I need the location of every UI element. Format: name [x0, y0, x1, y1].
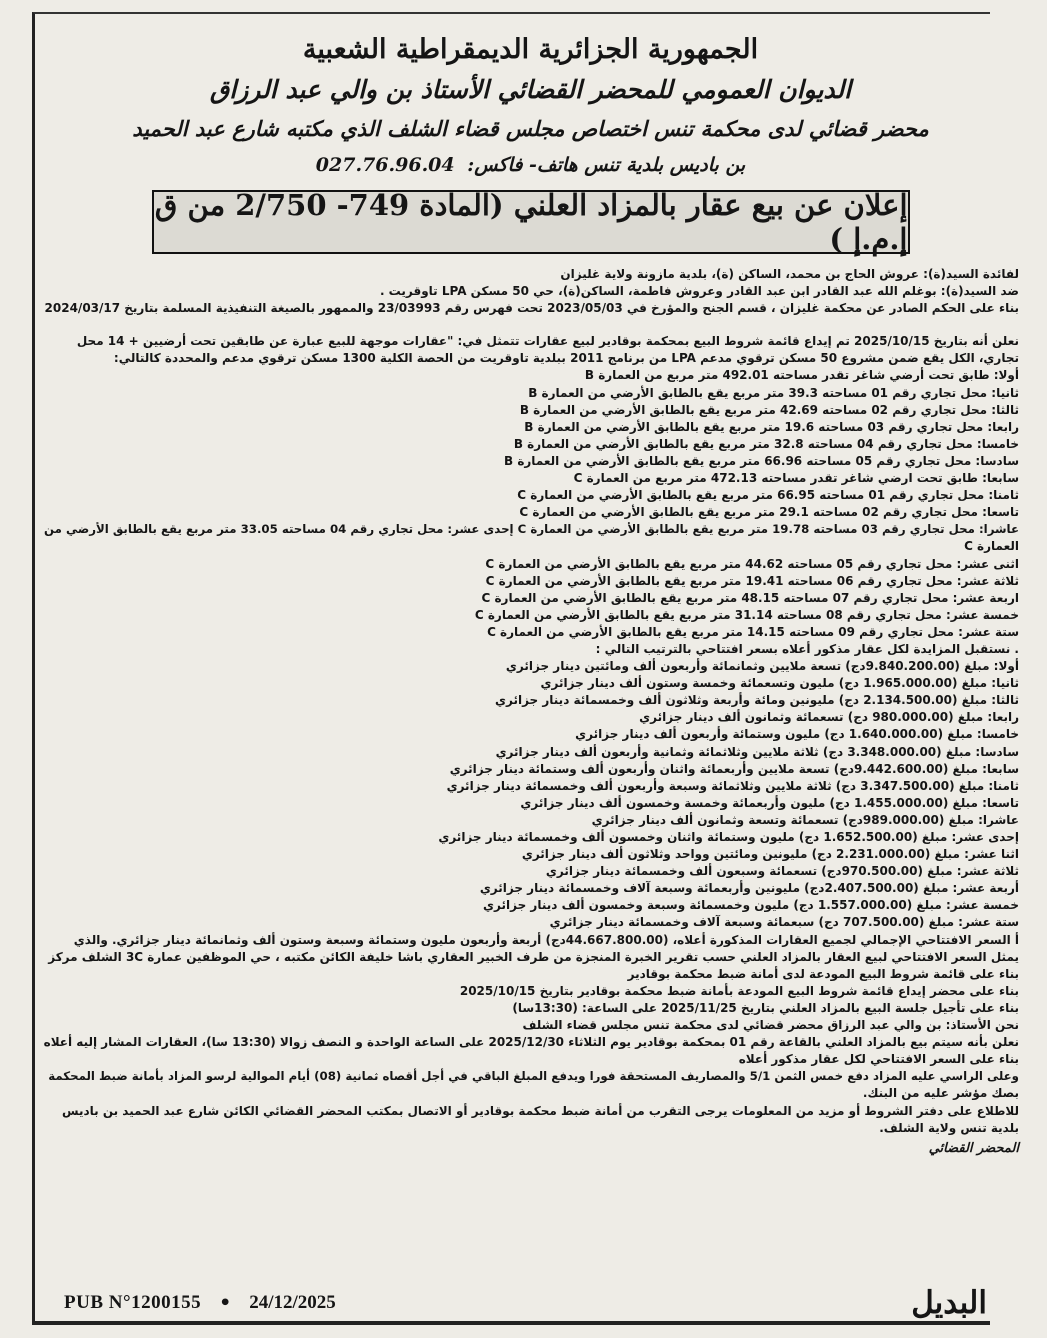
paragraph: بناء على الحكم الصادر عن محكمة غليزان ، قسم الجنح والمؤرخ في 2023/05/03 تحت فهرس رقم 23/03993 والممهور بالصيغة التنفيذية المسلمة بتاريخ 2024/03/17 [44, 301, 1019, 316]
paragraph: أولا: مبلغ (9.840.200.00دج) تسعة ملايين وثمانمائة وأربعون ألف ومائتين دينار جزائري [505, 659, 1019, 674]
phone-number: 027.76.96.04 [315, 154, 455, 176]
paragraph: لفائدة السيد(ة): عروش الحاج بن محمد، الساكن (ة)، بلدية مازونة ولاية غليزان [560, 267, 1019, 281]
paragraph: أولا: طابق تحت أرضي شاغر تقدر مساحته 492.01 متر مربع من العمارة B [584, 368, 1019, 383]
paragraph: ثلاثة عشر: محل تجاري رقم 06 مساحته 19.41 متر مربع يقع بالطابق الأرضي من العمارة C [485, 573, 1019, 588]
paragraph: بناء على محضر إيداع قائمة شروط البيع المودعة بأمانة ضبط محكمة بوقادير بتاريخ 2025/10/15 [459, 983, 1019, 998]
paragraph: وعلى الراسي عليه المزاد دفع خمس الثمن 5/1 والمصاريف المستحقة فورا ويدفع المبلغ الباقي في أجل أقصاه ثمانية (08) أيام الموالية لرسو المزاد بأمانة ضبط المحكمة [48, 1069, 1019, 1084]
paragraph: ثلاثة عشر: مبلغ (970.500.00دج) تسعمائة وسبعون ألف وخمسمائة دينار جزائري [545, 864, 1019, 879]
paragraph: بلدية تنس ولاية الشلف. [879, 1120, 1019, 1135]
paragraph: ستة عشر: محل تجاري رقم 09 مساحته 14.15 متر مربع يقع بالطابق الأرضي من العمارة C [487, 624, 1019, 639]
paragraph: ثانيا: مبلغ (1.965.000.00 دج) مليون وتسعمائة وخمسة وستون ألف دينار جزائري [540, 676, 1019, 691]
paragraph: سادسا: محل تجاري رقم 05 مساحته 66.96 متر مربع يقع بالطابق الأرضي من العمارة B [503, 453, 1019, 468]
paragraph: ثالثا: محل تجاري رقم 02 مساحته 42.69 متر مربع يقع بالطابق الأرضي من العمارة B [519, 402, 1019, 417]
paragraph: ثالثا: مبلغ (2.134.500.00 دج) مليونين ومائة وأربعة وثلاثون ألف وخمسمائة دينار جزائري [495, 693, 1019, 708]
paragraph: ثامنا: مبلغ (3.347.500.00 دج) ثلاثة ملايين وثلاثمائة وسبعة وأربعون ألف وخمسمائة دينار جزائري [446, 778, 1019, 793]
notice-title-banner [152, 190, 910, 254]
pub-number: PUB N°1200155 [64, 1292, 202, 1313]
paragraph: رابعا: محل تجاري رقم 03 مساحته 19.6 متر مربع يقع بالطابق الأرضي من العمارة B [524, 419, 1019, 434]
paragraph: بناء على قائمة شروط البيع المودعة لدى أمانة ضبط محكمة بوقادير [627, 966, 1019, 981]
paragraph: خمسة عشر: محل تجاري رقم 08 مساحته 31.14 متر مربع يقع بالطابق الأرضي من العمارة C [474, 607, 1019, 622]
paragraph: سابعا: مبلغ (9.442.600.00دج) تسعة ملايين وأربعمائة واثنان وأربعون ألف وستمائة دينار جزائري [449, 761, 1019, 776]
footer-ref [64, 1292, 336, 1314]
header-address [42, 148, 1019, 182]
header-republic: الجمهورية الجزائرية الديمقراطية الشعبية [302, 34, 759, 65]
paragraph: إحدى عشر: مبلغ (1.652.500.00 دج) مليون وستمائة واثنان وخمسون ألف وخمسمائة دينار جزائري [438, 830, 1019, 844]
paragraph: خامسا: محل تجاري رقم 04 مساحته 32.8 متر مربع يقع بالطابق الأرضي من العمارة B [513, 436, 1019, 451]
paragraph: . نستقبل المزايدة لكل عقار مذكور أعلاه بسعر افتتاحي بالترتيب التالي : [595, 641, 1019, 656]
notice-body [42, 266, 1019, 1137]
paragraph: تجاري، الكل يقع ضمن مشروع 50 مسكن ترقوي مدعم LPA من برنامج 2011 ببلدية تاوقريت من الحصة الكلية 1300 مسكن ترقوي مدعم والمحددة كالتالي: [113, 351, 1019, 366]
paragraph: تاسعا: محل تجاري رقم 02 مساحته 29.1 متر مربع يقع بالطابق الأرضي من العمارة C [519, 505, 1019, 520]
paragraph: نعلن أنه بتاريخ 2025/10/15 تم إيداع قائمة شروط البيع بمحكمة بوقادير لبيع عقارات تتمثل في: "عقارات موجهة للبيع عبارة عن طابقين تحت أرضيين + 14 محل [76, 334, 1019, 349]
newspaper-brand: البديل [911, 1285, 987, 1321]
paragraph: بصك مؤشر عليه من البنك. [862, 1086, 1019, 1101]
paragraph: تاسعا: مبلغ (1.455.000.00 دج) مليون وأربعمائة وخمسة وخمسون ألف دينار جزائري [520, 795, 1019, 810]
paragraph: خامسا: مبلغ (1.640.000.00 دج) مليون وستمائة وأربعون ألف دينار جزائري [575, 727, 1019, 742]
paragraph: بناء على السعر الافتتاحي لكل عقار مذكور أعلاه [738, 1052, 1019, 1067]
paragraph: نعلن بأنه سيتم بيع بالمزاد العلني بالقاعة رقم 01 بمحكمة بوقادير يوم الثلاثاء 2025/12/30 على الساعة الواحدة و النصف زوالا (13:30 سا)، العقارات المشار إليه أعلاه [43, 1035, 1019, 1050]
notice-content [42, 14, 1019, 1156]
paragraph: سابعا: طابق تحت ارضي شاغر تقدر مساحته 472.13 متر مربع من العمارة C [573, 471, 1019, 486]
paragraph: سادسا: مبلغ (3.348.000.00 دج) ثلاثة ملايين وثلاثمائة وثمانية وأربعون ألف دينار جزائري [495, 744, 1019, 759]
separator-dot: • [219, 1292, 232, 1314]
paragraph: رابعا: مبلغ (980.000.00 دج) تسعمائة وثمانون ألف دينار جزائري [639, 710, 1019, 725]
spacer [42, 317, 1019, 333]
paragraph: اربعة عشر: محل تجاري رقم 07 مساحته 48.15 متر مربع يقع بالطابق الأرضي من العمارة C [481, 590, 1019, 605]
paragraph: خمسة عشر: مبلغ (1.557.000.00 دج) مليون وخمسمائة وسبعة وخمسون ألف دينار جزائري [483, 898, 1019, 913]
signer-label: المحضر القضائي [928, 1140, 1019, 1156]
paragraph: أربعة عشر: مبلغ (2.407.500.00دج) مليونين وأربعمائة وسبعة آلاف وخمسمائة دينار جزائري [479, 881, 1019, 896]
header-jurisdiction: محضر قضائي لدى محكمة تنس اختصاص مجلس قضاء الشلف الذي مكتبه شارع عبد الحميد [132, 116, 929, 141]
paragraph: اثنى عشر: محل تجاري رقم 05 مساحته 44.62 متر مربع يقع بالطابق الأرضي من العمارة C [485, 556, 1019, 571]
paragraph: اثنا عشر: مبلغ (2.231.000.00 دج) مليونين ومائتين وواحد وثلاثون ألف دينار جزائري [521, 847, 1019, 862]
header-office: الديوان العمومي للمحضر القضائي الأستاذ بن والي عبد الرزاق [209, 75, 852, 104]
paragraph: عاشرا: محل تجاري رقم 03 مساحته 19.78 متر مربع يقع بالطابق الأرضي من العمارة C إحدى عشر: محل تجاري رقم 04 مساحته 33.05 متر مربع يقع بالطابق الأرضي من [44, 522, 1019, 537]
bottom-rule [32, 1322, 990, 1325]
paragraph: بناء على تأجيل جلسة البيع بالمزاد العلني بتاريخ 2025/11/25 على الساعة: (13:30سا) [512, 1000, 1019, 1015]
paragraph: ضد السيد(ة): بوغلم الله عبد القادر ابن عبد القادر وعروش فاطمة، الساكن(ة)، حي 50 مسكن LPA تاوقريت . [379, 284, 1019, 299]
paragraph: ثانيا: محل تجاري رقم 01 مساحته 39.3 متر مربع يقع بالطابق الأرضي من العمارة B [528, 385, 1019, 400]
paragraph: ثامنا: محل تجاري رقم 01 مساحته 66.95 متر مربع يقع بالطابق الأرضي من العمارة C [517, 488, 1019, 503]
footer-bar [64, 1278, 987, 1328]
notice-title: إعلان عن بيع عقار بالمزاد العلني (المادة 749- 2/750 من ق إ.م.إ ) [154, 188, 908, 256]
paragraph: أ السعر الافتتاحي الإجمالي لجميع العقارات المذكورة أعلاه، (44.667.800.00دج) أربعة وأربعون مليون وستمائة وسبعة وستون ألف وثمانمائة دينار جزائري. والذي [73, 932, 1019, 947]
header-address-text: بن باديس بلدية تنس هاتف- فاكس: [467, 154, 746, 176]
paragraph: يمثل السعر الافتتاحي لبيع العقار بالمزاد العلني حسب تقرير الخبرة المنجزة من طرف الخبير العقاري باشا خليفة الكائن مكتبه ، حي الموظفين عمارة 3C الشلف مركز [48, 949, 1019, 964]
paragraph: العمارة C [964, 539, 1019, 554]
paragraph: عاشرا: مبلغ (989.000.00دج) تسعمائة وتسعة وثمانون ألف دينار جزائري [591, 812, 1019, 827]
publication-date: 24/12/2025 [249, 1292, 336, 1313]
paragraph: نحن الأستاذ: بن والي عبد الرزاق محضر قضائي لدى محكمة تنس مجلس قضاء الشلف [522, 1018, 1019, 1033]
paragraph: ستة عشر: مبلغ (707.500.00 دج) سبعمائة وسبعة آلاف وخمسمائة دينار جزائري [549, 915, 1019, 930]
paragraph: للاطلاع على دفتر الشروط أو مزيد من المعلومات يرجى التقرب من أمانة ضبط محكمة بوقادير أو الاتصال بمكتب المحضر القضائي الكائن شارع عبد الحميد بن باديس [62, 1103, 1019, 1118]
